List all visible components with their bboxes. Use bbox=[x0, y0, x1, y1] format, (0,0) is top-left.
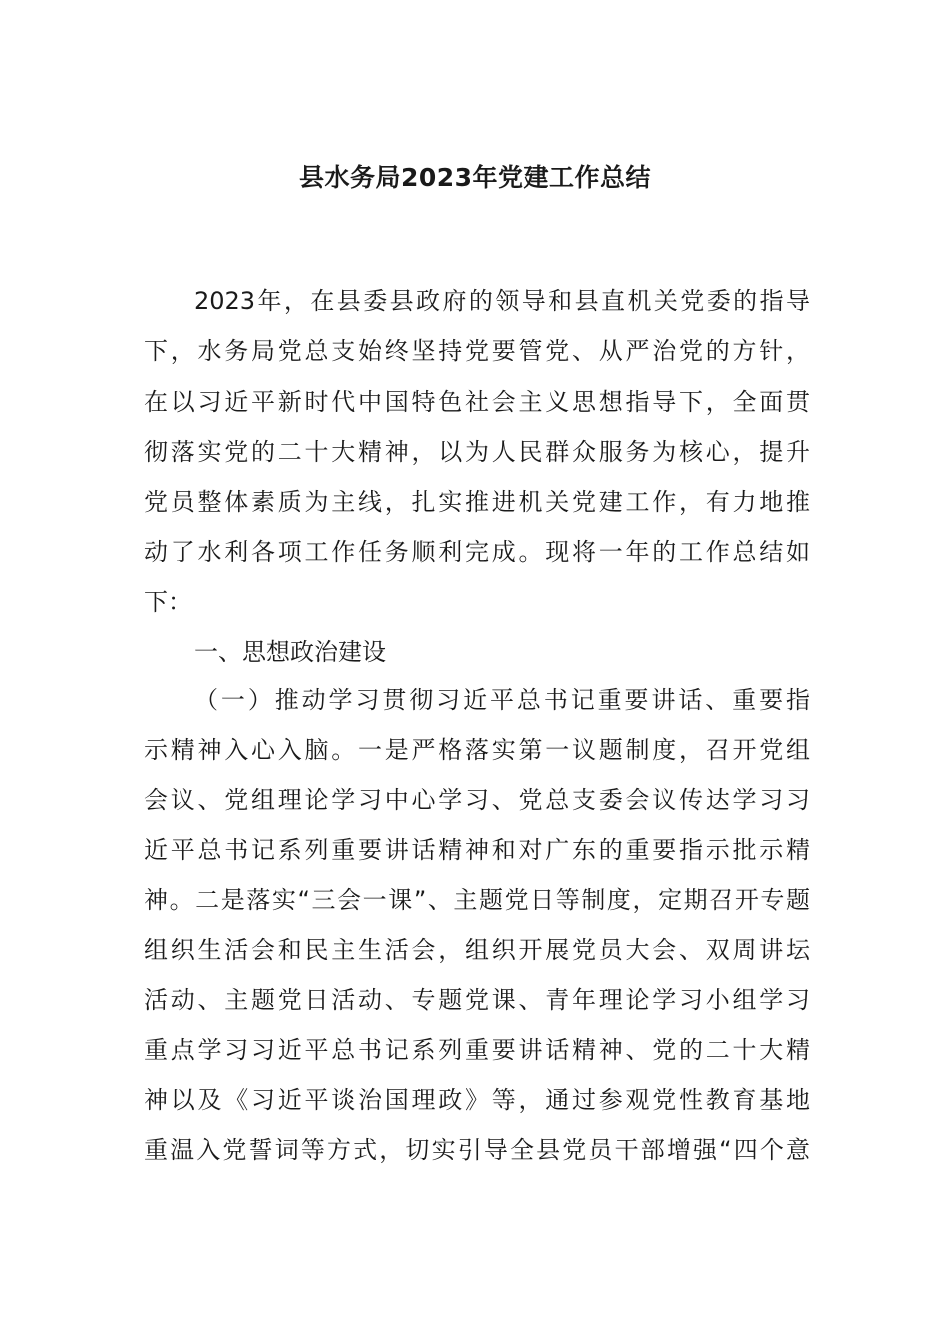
paragraph-line: 在以习近平新时代中国特色社会主义思想指导下，全面贯 bbox=[144, 388, 810, 416]
paragraph-line: 重温入党誓词等方式，切实引导全县党员干部增强“四个意 bbox=[144, 1136, 810, 1164]
paragraph-line: 近平总书记系列重要讲话精神和对广东的重要指示批示精 bbox=[144, 836, 810, 864]
paragraph-line: 党员整体素质为主线，扎实推进机关党建工作，有力地推 bbox=[144, 488, 810, 516]
paragraph-line: 下，水务局党总支始终坚持党要管党、从严治党的方针， bbox=[144, 337, 810, 365]
paragraph-line: 彻落实党的二十大精神，以为人民群众服务为核心，提升 bbox=[144, 438, 810, 466]
paragraph-line: 神。二是落实“三会一课”、主题党日等制度，定期召开专题 bbox=[144, 886, 810, 914]
paragraph-line: 神以及《习近平谈治国理政》等，通过参观党性教育基地 bbox=[144, 1086, 810, 1114]
paragraph-line: 重点学习习近平总书记系列重要讲话精神、党的二十大精 bbox=[144, 1036, 810, 1064]
paragraph-line: 组织生活会和民主生活会，组织开展党员大会、双周讲坛 bbox=[144, 936, 810, 964]
paragraph-line: 2023年，在县委县政府的领导和县直机关党委的指导 bbox=[194, 287, 810, 315]
section-heading: 一、思想政治建设 bbox=[194, 638, 386, 666]
paragraph-line: 会议、党组理论学习中心学习、党总支委会议传达学习习 bbox=[144, 786, 810, 814]
document-title: 县水务局2023年党建工作总结 bbox=[298, 163, 652, 192]
paragraph-line: 示精神入心入脑。一是严格落实第一议题制度，召开党组 bbox=[144, 736, 810, 764]
paragraph-line: 活动、主题党日活动、专题党课、青年理论学习小组学习 bbox=[144, 986, 810, 1014]
paragraph-line: 动了水利各项工作任务顺利完成。现将一年的工作总结如 bbox=[144, 538, 810, 566]
paragraph-line: （一）推动学习贯彻习近平总书记重要讲话、重要指 bbox=[194, 686, 810, 714]
paragraph-line: 下： bbox=[144, 588, 192, 616]
